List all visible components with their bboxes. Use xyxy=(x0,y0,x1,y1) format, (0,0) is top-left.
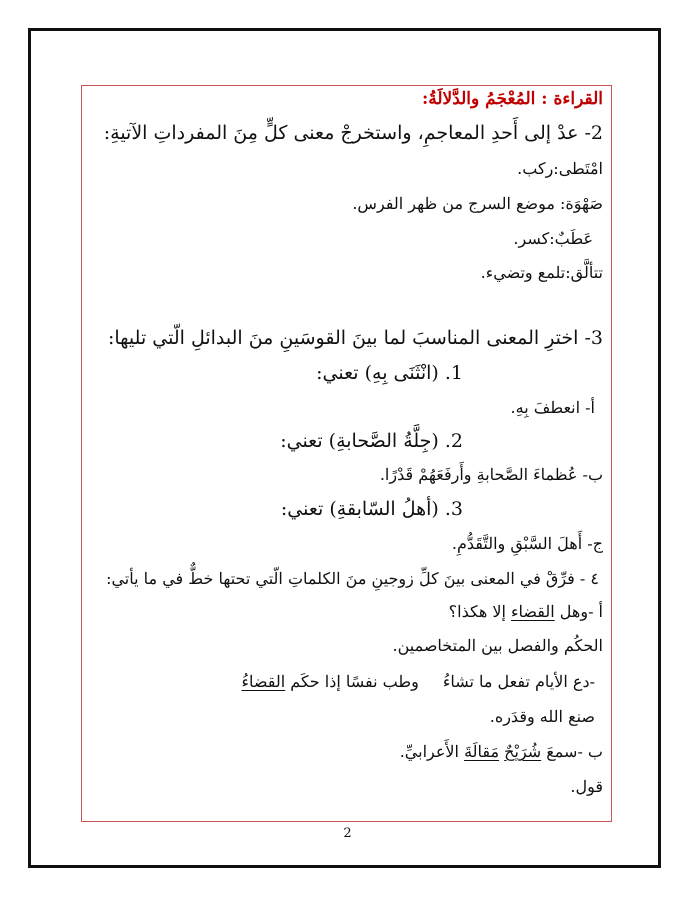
q4-b-prefix: -دع الأيام تفعل ما تشاءُ xyxy=(442,672,595,691)
q4-c-prefix: سمعَ xyxy=(541,742,578,761)
q4-a-underlined-word: القضاء xyxy=(511,602,555,621)
q4-a-label: أ - xyxy=(588,602,603,621)
q4-c-underlined-word-1: شُرَيْحٌ xyxy=(504,742,542,761)
q3-item-2-answer: ب- عُظماءَ الصَّحابةِ وأَرفَعَهُمْ قَدْرًا. xyxy=(379,465,603,484)
q4-b-mid: وطب نفسًا إذا حكَم xyxy=(285,672,419,691)
q3-item-2-question: 2. (جِلَّةُ الصَّحابةِ) تعني: xyxy=(280,430,463,452)
q4-c-line xyxy=(400,741,603,763)
q4-b-answer: صنع الله وقدَره. xyxy=(489,707,595,726)
q3-item-1-answer: أ- انعطفَ بِهِ. xyxy=(510,398,595,417)
q2-item-3: عَطَبٌ:كسر. xyxy=(513,229,593,248)
question-3-title: 3- اخترِ المعنى المناسبَ لما بينَ القوسَينِ منَ البدائلِ الّتي تليها: xyxy=(107,327,603,349)
q2-item-2: صَهْوَة: موضع السرج من ظهر الفرس. xyxy=(352,194,603,213)
q4-b-underlined-word: القضاءُ xyxy=(241,672,286,691)
q4-a-suffix: إلا هكذا؟ xyxy=(448,602,511,621)
q4-c-answer: قول. xyxy=(570,777,603,796)
q2-item-4: تتألَّق:تلمع وتضيء. xyxy=(480,263,603,282)
q3-item-3-answer: ج- أَهلَ السَّبْقِ والتَّقَدُّمِ. xyxy=(451,534,603,553)
q3-item-1-question: 1. (انْثَنَى بِهِ) تعني: xyxy=(316,362,463,384)
q4-a-prefix: وهل xyxy=(554,602,589,621)
page-number: 2 xyxy=(343,826,352,841)
q4-c-suffix: الأَعرابيِّ. xyxy=(399,742,465,761)
q4-c-label: ب - xyxy=(577,742,603,761)
section-heading: القراءة : المُعْجَمُ والدَّلالَةُ: xyxy=(421,89,603,109)
question-2-title: 2- عدْ إلى أَحدِ المعاجمِ، واستخرجْ معنى كلٍّ مِنَ المفرداتِ الآتيةِ: xyxy=(103,122,603,144)
q4-c-underlined-word-2: مَقالَةَ xyxy=(464,742,500,761)
q4-a-line xyxy=(449,601,603,623)
question-4-title: ٤ - فرِّقْ في المعنى بينَ كلِّ زوجينِ منَ الكلماتِ الّتي تحتها خطٌّ في ما يأتي: xyxy=(106,569,599,588)
q4-a-answer: الحكُم والفصل بين المتخاصمين. xyxy=(392,636,603,655)
q4-b-line xyxy=(242,671,595,693)
q2-item-1: امْتَطى:ركب. xyxy=(517,159,603,178)
q3-item-3-question: 3. (أهلُ السّابقةِ) تعني: xyxy=(280,498,463,520)
